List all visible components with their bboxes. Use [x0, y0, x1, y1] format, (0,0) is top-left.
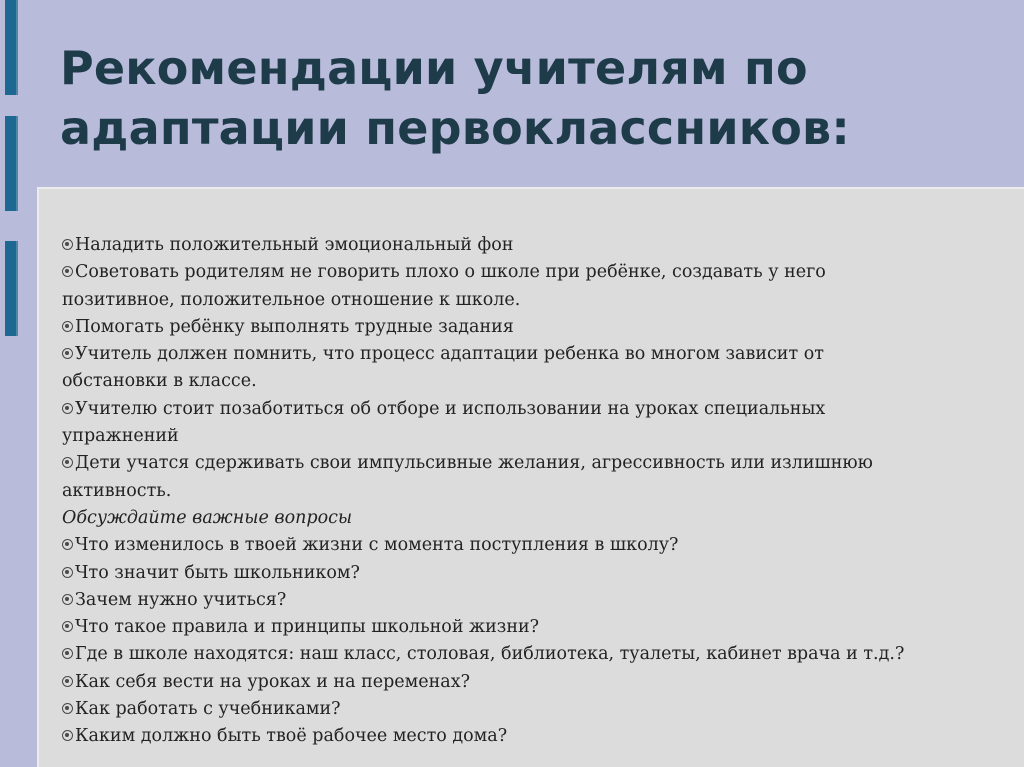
list-item — [62, 232, 1012, 259]
edge-bar — [5, 116, 18, 211]
list-item-text: активность. — [62, 480, 172, 501]
list-item-continuation — [62, 478, 1012, 505]
list-item-continuation — [62, 287, 1012, 314]
list-item-text: Учитель должен помнить, что процесс адаптации ребенка во многом зависит от — [75, 344, 824, 365]
circle-dot-bullet-icon — [62, 403, 73, 414]
list-item — [62, 614, 1012, 641]
list-item-text: Учителю стоит позаботиться об отборе и использовании на уроках специальных — [75, 398, 826, 419]
circle-dot-bullet-icon — [62, 567, 73, 578]
circle-dot-bullet-icon — [62, 539, 73, 550]
circle-dot-bullet-icon — [62, 730, 73, 741]
content-list — [62, 232, 1012, 751]
circle-dot-bullet-icon — [62, 648, 73, 659]
edge-bar — [5, 0, 18, 95]
list-item-text: Что изменилось в твоей жизни с момента поступления в школу? — [75, 535, 679, 556]
circle-dot-bullet-icon — [62, 348, 73, 359]
list-item-text: Что такое правила и принципы школьной жизни? — [75, 617, 540, 638]
list-item — [62, 532, 1012, 559]
list-item-text: Каким должно быть твоё рабочее место дома? — [75, 726, 508, 747]
circle-dot-bullet-icon — [62, 676, 73, 687]
list-item — [62, 696, 1012, 723]
list-item-text: Что значит быть школьником? — [75, 562, 360, 583]
list-item — [62, 341, 1012, 368]
circle-dot-bullet-icon — [62, 621, 73, 632]
list-item-continuation — [62, 423, 1012, 450]
list-item — [62, 450, 1012, 477]
list-item-text: Помогать ребёнку выполнять трудные задания — [75, 316, 514, 337]
list-item — [62, 641, 1012, 668]
list-item-text: Обсуждайте важные вопросы — [62, 507, 353, 528]
section-heading — [62, 505, 1012, 532]
edge-bar — [5, 241, 18, 336]
list-item-text: Наладить положительный эмоциональный фон — [75, 235, 514, 255]
list-item-text: Где в школе находятся: наш класс, столовая, библиотека, туалеты, кабинет врача и т.д.? — [75, 644, 905, 665]
content-box — [37, 187, 1024, 767]
circle-dot-bullet-icon — [62, 239, 73, 250]
list-item — [62, 560, 1012, 587]
list-item-continuation — [62, 368, 1012, 395]
list-item — [62, 314, 1012, 341]
list-item — [62, 723, 1012, 750]
slide-title — [60, 38, 1000, 158]
list-item-text: позитивное, положительное отношение к школе. — [62, 289, 521, 310]
circle-dot-bullet-icon — [62, 457, 73, 468]
list-item — [62, 396, 1012, 423]
circle-dot-bullet-icon — [62, 321, 73, 332]
list-item-text: упражнений — [62, 426, 179, 447]
list-item-text: обстановки в классе. — [62, 371, 257, 392]
list-item — [62, 587, 1012, 614]
circle-dot-bullet-icon — [62, 703, 73, 714]
list-item-text: Советовать родителям не говорить плохо о школе при ребёнке, создавать у него — [75, 262, 826, 283]
list-item-text: Дети учатся сдерживать свои импульсивные желания, агрессивность или излишнюю — [75, 453, 873, 474]
list-item-text: Как работать с учебниками? — [75, 699, 341, 720]
list-item-text: Зачем нужно учиться? — [75, 589, 287, 610]
circle-dot-bullet-icon — [62, 594, 73, 605]
slide-title-line: адаптации первоклассников: — [60, 101, 850, 155]
slide-title-line: Рекомендации учителям по — [60, 41, 808, 95]
list-item-text: Как себя вести на уроках и на переменах? — [75, 671, 470, 692]
list-item — [62, 669, 1012, 696]
list-item — [62, 259, 1012, 286]
circle-dot-bullet-icon — [62, 266, 73, 277]
